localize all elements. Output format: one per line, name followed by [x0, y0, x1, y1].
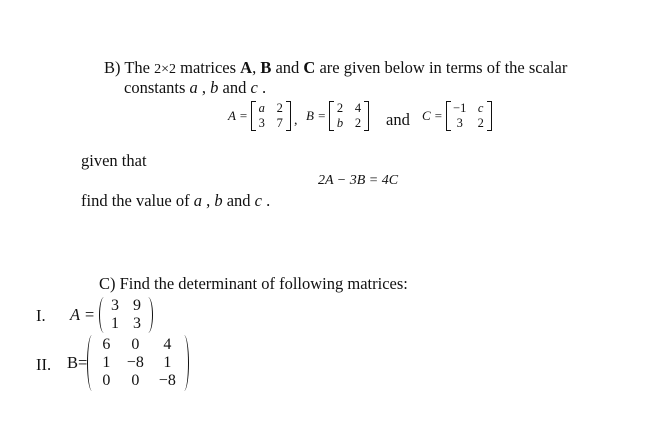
var-c: c: [250, 78, 258, 97]
matrix-cell: 3: [111, 297, 120, 314]
matrix-cell: 3: [258, 116, 265, 130]
comma-1: ,: [252, 58, 257, 77]
var-a: a: [189, 78, 198, 97]
matrix-cell: c: [477, 101, 484, 115]
matrix-cell: 2: [276, 101, 283, 115]
det-matrix-a-label: A =: [70, 305, 96, 324]
matrix-cell: b: [336, 116, 344, 130]
det-matrix-b-label: B=: [67, 353, 88, 372]
matrix-cell: a: [258, 101, 265, 115]
matrix-cell: −8: [126, 354, 144, 371]
given-that: given that: [81, 151, 147, 170]
line1-text-c: are given below in terms of the scalar: [319, 58, 568, 77]
matrix-a-name: A: [240, 58, 253, 77]
separator-and: and: [386, 110, 410, 129]
item-2-numeral: II.: [36, 355, 52, 374]
find-and: and: [226, 191, 251, 210]
det-matrix-b-parens: [87, 335, 189, 391]
determinant-matrix-b: [67, 335, 189, 391]
line2-text-a: constants: [124, 78, 186, 97]
part-b-line2: [124, 78, 266, 98]
find-var-c: c: [254, 191, 262, 210]
matrix-c-name: C: [303, 58, 316, 77]
item-1-numeral: I.: [36, 306, 46, 325]
matrix-cell: 2: [336, 101, 344, 115]
find-var-a: a: [193, 191, 202, 210]
comma-2: ,: [201, 78, 207, 97]
matrix-b-name: B: [260, 58, 272, 77]
matrix-cell: 1: [102, 354, 111, 371]
det-matrix-a-parens: [99, 297, 153, 333]
matrix-cell: 2: [477, 116, 484, 130]
find-period: .: [266, 191, 271, 210]
equation: 2A − 3B = 4C: [318, 173, 399, 188]
part-b-label: B): [104, 58, 121, 77]
matrix-cell: 1: [163, 354, 172, 371]
line1-text-b: matrices: [180, 58, 237, 77]
matrix-cell: −1: [453, 101, 467, 115]
separator-comma: ,: [294, 113, 298, 128]
matrix-cell: 0: [131, 336, 140, 353]
period: .: [261, 78, 267, 97]
matrix-cell: 4: [163, 336, 172, 353]
matrix-cell: 3: [133, 315, 142, 332]
matrix-cell: 1: [111, 315, 120, 332]
part-b-line1: [104, 58, 567, 80]
matrix-b-bracket: [329, 101, 369, 131]
matrix-cell: 0: [131, 372, 140, 389]
matrix-cell: −8: [158, 372, 176, 389]
matrix-cell: 2: [354, 116, 362, 130]
matrix-b-label: B =: [306, 108, 326, 123]
matrix-a: [228, 101, 291, 131]
find-line: [81, 191, 270, 211]
matrix-cell: 3: [456, 116, 463, 130]
matrix-c-bracket: [446, 101, 492, 131]
find-var-b: b: [214, 191, 223, 210]
matrix-c: [422, 101, 492, 131]
line1-text-a: The: [124, 58, 150, 77]
and-1: and: [275, 58, 300, 77]
part-c-heading: C) Find the determinant of following matrices:: [99, 274, 408, 293]
matrix-cell: 9: [133, 297, 142, 314]
find-text: find the value of: [81, 191, 190, 210]
matrix-a-label: A =: [228, 108, 248, 123]
matrix-cell: 4: [354, 101, 362, 115]
matrix-b: [306, 101, 369, 131]
matrix-size: 2×2: [154, 62, 177, 77]
and-2: and: [222, 78, 247, 97]
matrix-cell: 6: [102, 336, 111, 353]
matrix-c-label: C =: [422, 108, 443, 123]
determinant-matrix-a: [70, 297, 153, 333]
var-b: b: [210, 78, 219, 97]
matrix-cell: 7: [276, 116, 283, 130]
matrix-a-bracket: [251, 101, 291, 131]
matrix-cell: 0: [102, 372, 111, 389]
find-comma: ,: [206, 191, 211, 210]
